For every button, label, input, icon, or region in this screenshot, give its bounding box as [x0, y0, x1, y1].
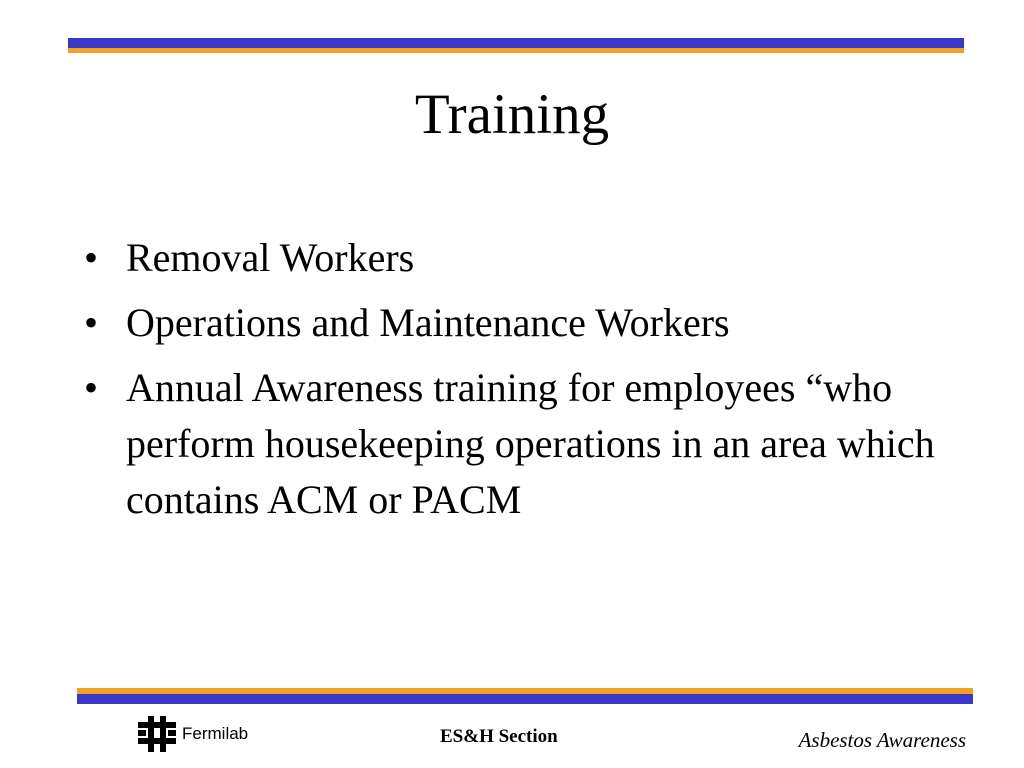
bullet-item — [84, 360, 964, 528]
fermilab-logo — [138, 716, 248, 752]
bullet-marker: • — [84, 235, 99, 280]
footer-presentation-title: Asbestos Awareness — [798, 728, 966, 752]
bullet-marker: • — [84, 300, 99, 345]
bullet-text: Removal Workers — [126, 235, 415, 280]
slide-footer — [0, 716, 1024, 756]
logo-wordmark: Fermilab — [182, 724, 249, 743]
footer-section-label: ES&H Section — [440, 726, 558, 747]
top-rule-orange — [68, 48, 964, 53]
bullet-marker: • — [84, 365, 99, 410]
fermilab-logo-icon — [138, 716, 176, 752]
bottom-rule-blue — [77, 694, 973, 704]
bullet-text: Annual Awareness training for employees “who perform housekeeping operations in an area which contains ACM or PACM — [126, 365, 935, 522]
top-rule-blue — [68, 38, 964, 48]
bullet-item — [84, 295, 964, 351]
bullet-text: Operations and Maintenance Workers — [126, 300, 730, 345]
slide-title: Training — [414, 83, 610, 146]
bullet-item — [84, 230, 964, 286]
bullet-list — [84, 230, 964, 537]
